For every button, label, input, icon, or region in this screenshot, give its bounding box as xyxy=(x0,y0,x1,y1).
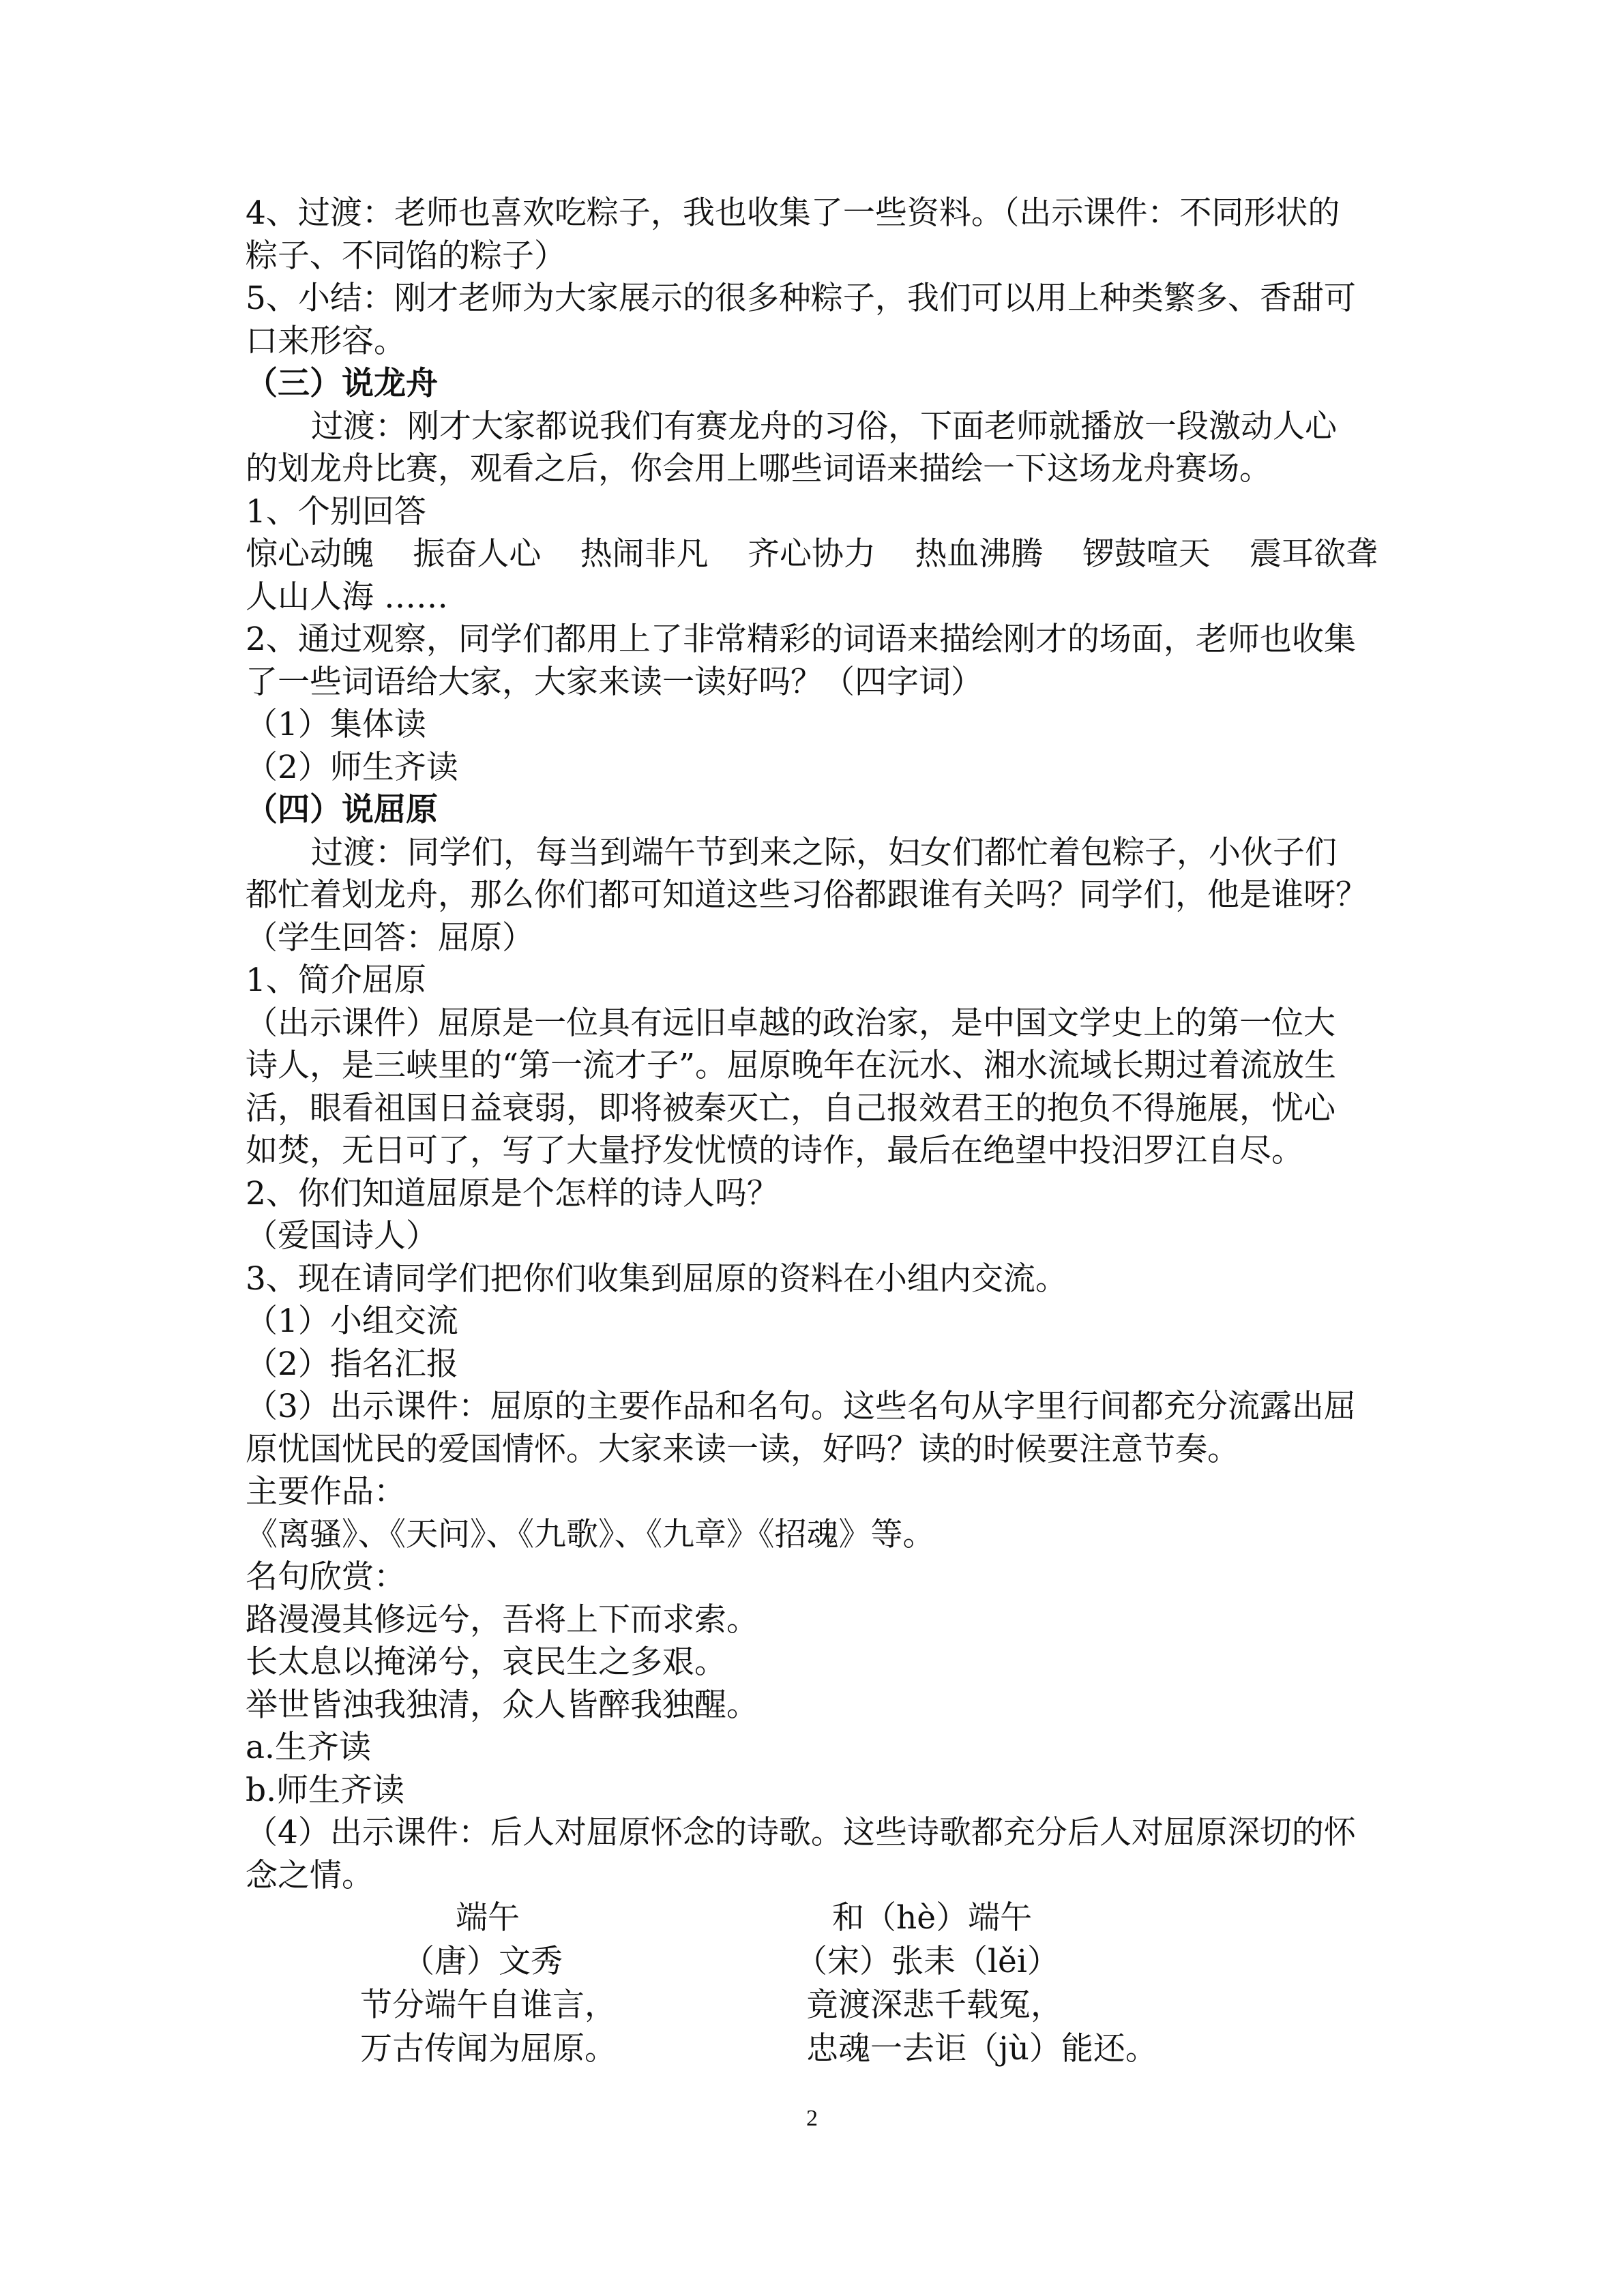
paragraph-line: 人山人海 …… xyxy=(246,578,448,616)
idiom: 热血沸腾 xyxy=(915,535,1044,573)
page-number: 2 xyxy=(806,2106,818,2131)
paragraph-line: （爱国诗人） xyxy=(246,1217,438,1255)
poems-block xyxy=(246,1897,1378,2072)
paragraph-line: 念之情。 xyxy=(246,1856,374,1894)
poem-right-author: （宋）张耒（lěi） xyxy=(795,1943,1059,1980)
idiom: 齐心协力 xyxy=(747,535,876,573)
poem-right-line: 竟渡深悲千载冤， xyxy=(806,1986,1063,2024)
paragraph-line: b.师生齐读 xyxy=(246,1771,405,1809)
poem-left-line: 万古传闻为屈原。 xyxy=(360,2030,617,2068)
paragraph-line: 1、个别回答 xyxy=(246,492,426,531)
paragraph-line: 1、简介屈原 xyxy=(246,961,426,999)
idiom: 振奋人心 xyxy=(413,535,542,573)
paragraph-line: 长太息以掩涕兮，哀民生之多艰。 xyxy=(246,1643,726,1681)
paragraph-line: 名句欣赏： xyxy=(246,1558,406,1596)
paragraph-line: 2、你们知道屈原是个怎样的诗人吗？ xyxy=(246,1174,779,1212)
paragraph-line: 过渡：刚才大家都说我们有赛龙舟的习俗，下面老师就播放一段激动人心 xyxy=(311,407,1337,445)
paragraph-line: （1）集体读 xyxy=(246,706,426,743)
paragraph-line: a.生齐读 xyxy=(246,1729,371,1766)
paragraph-line: 口来形容。 xyxy=(246,322,406,360)
paragraph-line: 了一些词语给大家，大家来读一读好吗？（四字词） xyxy=(246,663,983,701)
paragraph-line: 如焚，无日可了，写了大量抒发忧愤的诗作，最后在绝望中投汨罗江自尽。 xyxy=(246,1132,1303,1169)
poem-left-author: （唐）文秀 xyxy=(402,1943,563,1980)
paragraph-line: 都忙着划龙舟，那么你们都可知道这些习俗都跟谁有关吗？同学们，他是谁呀？ xyxy=(246,876,1368,914)
paragraph-line: 举世皆浊我独清，众人皆醉我独醒。 xyxy=(246,1686,758,1724)
paragraph-line: 过渡：同学们，每当到端午节到来之际，妇女们都忙着包粽子，小伙子们 xyxy=(311,833,1337,871)
idiom-row xyxy=(246,533,1378,576)
paragraph-line: 主要作品： xyxy=(246,1473,406,1510)
paragraph-line: 的划龙舟比赛，观看之后，你会用上哪些词语来描绘一下这场龙舟赛场。 xyxy=(246,450,1271,488)
paragraph-line: （4）出示课件：后人对屈原怀念的诗歌。这些诗歌都充分后人对屈原深切的怀 xyxy=(246,1814,1356,1851)
lesson-content xyxy=(246,192,1378,2072)
poem-right-line: 忠魂一去讵（jù）能还。 xyxy=(806,2030,1157,2068)
paragraph-line: 《离骚》、《天问》、《九歌》、《九章》《招魂》等。 xyxy=(246,1515,935,1553)
paragraph-line: 2、通过观察，同学们都用上了非常精彩的词语来描绘刚才的场面，老师也收集 xyxy=(246,621,1356,658)
paragraph-line: 诗人，是三峡里的“第一流才子”。屈原晚年在沅水、湘水流域长期过着流放生 xyxy=(246,1047,1337,1084)
paragraph-line: 活，眼看祖国日益衰弱，即将被秦灭亡，自己报效君王的抱负不得施展，忧心 xyxy=(246,1089,1335,1127)
idiom: 震耳欲聋 xyxy=(1249,535,1378,573)
section-heading-qu-yuan: （四）说屈原 xyxy=(246,791,438,829)
paragraph-line: （出示课件）屈原是一位具有远旧卓越的政治家，是中国文学史上的第一位大 xyxy=(246,1004,1335,1042)
poem-left-title: 端午 xyxy=(456,1899,520,1937)
poem-right-title: 和（hè）端午 xyxy=(832,1899,1033,1937)
paragraph-line: （1）小组交流 xyxy=(246,1302,458,1340)
paragraph-line: （学生回答：屈原） xyxy=(246,919,534,957)
paragraph-line: 5、小结：刚才老师为大家展示的很多种粽子，我们可以用上种类繁多、香甜可 xyxy=(246,280,1356,317)
idiom: 热闹非凡 xyxy=(580,535,709,573)
idiom: 锣鼓喧天 xyxy=(1082,535,1211,573)
paragraph-line: （2）指名汇报 xyxy=(246,1345,458,1383)
paragraph-line: （2）师生齐读 xyxy=(246,748,458,786)
paragraph-line: 3、现在请同学们把你们收集到屈原的资料在小组内交流。 xyxy=(246,1259,1067,1298)
paragraph-line: （3）出示课件：屈原的主要作品和名句。这些名句从字里行间都充分流露出屈 xyxy=(246,1388,1356,1425)
paragraph-line: 粽子、不同馅的粽子） xyxy=(246,237,566,275)
paragraph-line: 4、过渡：老师也喜欢吃粽子，我也收集了一些资料。（出示课件：不同形状的 xyxy=(246,194,1340,232)
paragraph-line: 原忧国忧民的爱国情怀。大家来读一读，好吗？读的时候要注意节奏。 xyxy=(246,1430,1239,1468)
section-heading-dragon-boat: （三）说龙舟 xyxy=(246,365,438,402)
poem-left-line: 节分端午自谁言， xyxy=(360,1986,617,2024)
idiom: 惊心动魄 xyxy=(246,535,374,573)
paragraph-line: 路漫漫其修远兮，吾将上下而求索。 xyxy=(246,1600,758,1639)
